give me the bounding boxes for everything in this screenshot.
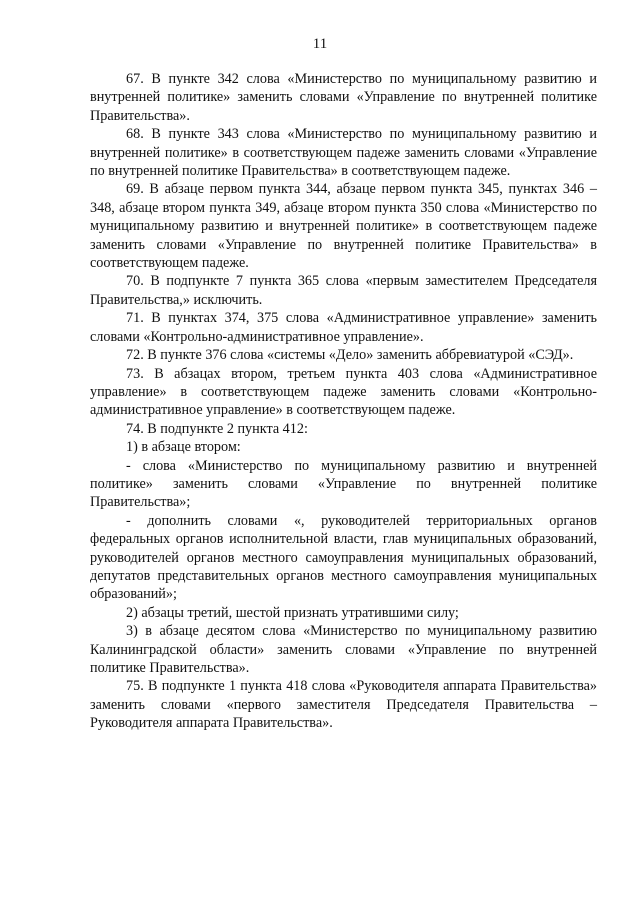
paragraph-72: 72. В пункте 376 слова «системы «Дело» заменить аббревиатурой «СЭД». [126,347,574,364]
paragraph-71: 71. В пунктах 374, 375 слова «Административное управление» заменить словами «Контрольно-административное управление». [90,310,597,345]
paragraph-67: 67. В пункте 342 слова «Министерство по муниципальному развитию и внутренней политике» заменить словами «Управление по внутренней политике Правительства». [90,71,597,124]
paragraph-68: 68. В пункте 343 слова «Министерство по муниципальному развитию и внутренней политике» в соответствующем падеже заменить словами «Управление по внутренней политике Правительства» в соответствующем падеже. [90,126,597,180]
paragraph-74: 74. В подпункте 2 пункта 412: [126,420,308,437]
paragraph-69: 69. В абзаце первом пункта 344, абзаце первом пункта 345, пунктах 346 – 348, абзаце втором пункта 349, абзаце втором пункта 350 слова «Министерство по муниципальному развитию и внутренней политике» в соответствующем падеже заменить словами «Управление по внутренней политике Правительства» в соответствующем падеже. [90,181,597,272]
paragraph-70: 70. В подпункте 7 пункта 365 слова «первым заместителем Председателя Правительства,» исключить. [90,273,597,308]
paragraph-75: 75. В подпункте 1 пункта 418 слова «Руководителя аппарата Правительства» заменить словами «первого заместителя Председателя Правительства – Руководителя аппарата Правительства». [90,678,597,732]
subparagraph-74-1: 1) в абзаце втором: [126,439,241,456]
document-body [90,70,597,733]
subparagraph-74-1-item-b: - дополнить словами «, руководителей территориальных органов федеральных органов исполнительной власти, глав муниципальных образований, руководителей органов местного самоуправления муниципальных образований, депутатов представительных органов местного самоуправления муниципальных образований»; [90,512,597,603]
subparagraph-74-2: 2) абзацы третий, шестой признать утратившими силу; [126,604,459,621]
subparagraph-74-1-item-a: - слова «Министерство по муниципальному развитию и внутренней политике» заменить словами «Управление по внутренней политике Правительства»; [90,457,597,511]
subparagraph-74-3: 3) в абзаце десятом слова «Министерство по муниципальному развитию Калининградской области» заменить словами «Управление по внутренней политике Правительства». [90,623,597,676]
paragraph-73: 73. В абзацах втором, третьем пункта 403 слова «Административное управление» в соответствующем падеже заменить словами «Контрольно-административное управление» в соответствующем падеже. [90,365,597,419]
page-number: 11 [312,36,328,52]
